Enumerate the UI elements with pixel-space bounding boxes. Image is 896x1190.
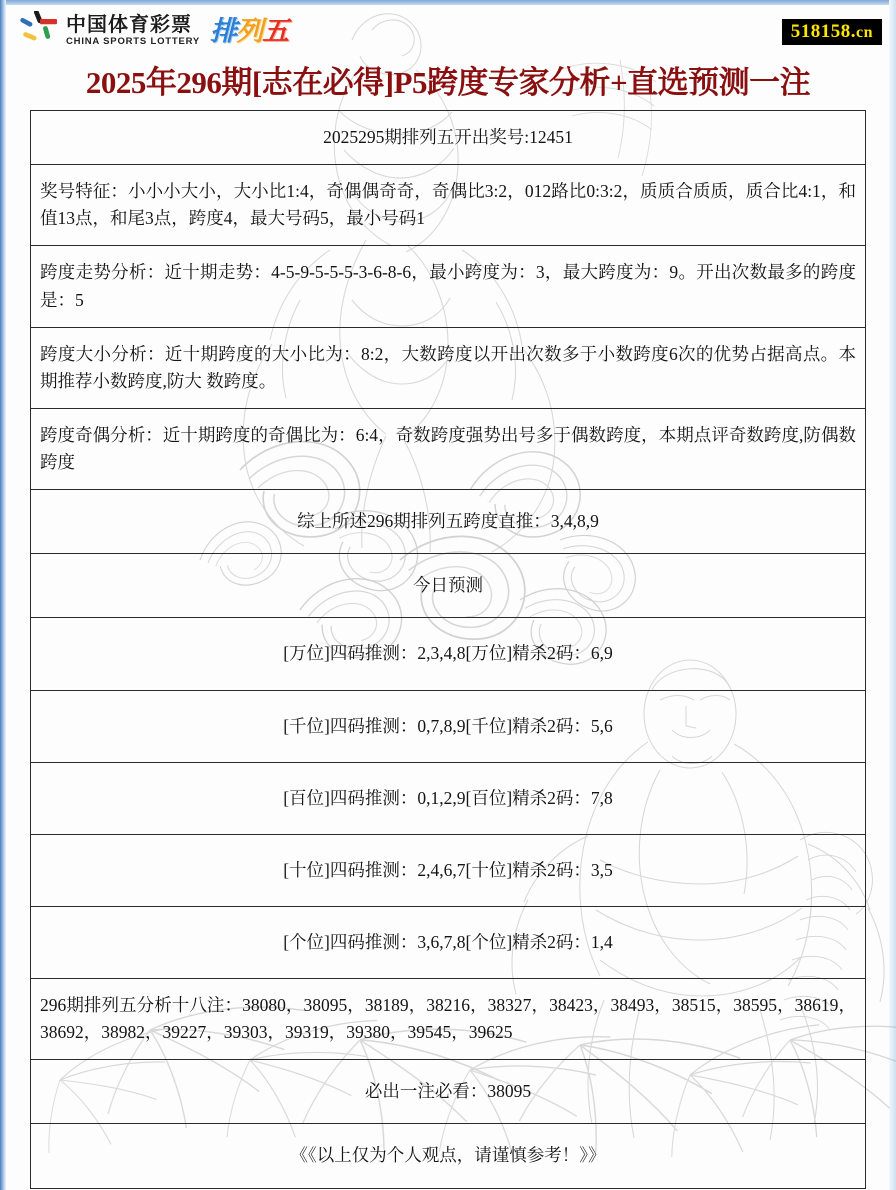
summary-cell: 综上所述296期排列五跨度直推：3,4,8,9 — [31, 490, 866, 554]
table-row-position-wan — [31, 618, 866, 690]
table-row-position-shi — [31, 834, 866, 906]
table-row-disclaimer — [31, 1124, 866, 1188]
brand-block — [18, 11, 288, 49]
span-size-cell: 跨度大小分析：近十期跨度的大小比为：8:2，大数跨度以开出次数多于小数跨度6次的优势占据高点。本期推荐小数跨度,防大 数跨度。 — [31, 327, 866, 408]
features-cell: 奖号特征：小小小大小，大小比1:4，奇偶偶奇奇，奇偶比3:2，012路比0:3:2，质质合质质，质合比4:1，和值13点，和尾3点，跨度4，最大号码5，最小号码1 — [31, 165, 866, 246]
draw-result-cell: 2025295期排列五开出奖号:12451 — [31, 111, 866, 165]
table-row-features — [31, 165, 866, 246]
today-prediction-header: 今日预测 — [31, 554, 866, 618]
position-wan-cell: [万位]四码推测：2,3,4,8[万位]精杀2码：6,9 — [31, 618, 866, 690]
span-trend-cell: 跨度走势分析：近十期走势：4-5-9-5-5-5-3-6-8-6，最小跨度为：3，最大跨度为：9。开出次数最多的跨度是：5 — [31, 246, 866, 327]
china-sports-lottery-logo-icon — [18, 11, 60, 49]
site-domain-name: 518158. — [790, 21, 856, 42]
position-shi-cell: [十位]四码推测：2,4,6,7[十位]精杀2码：3,5 — [31, 834, 866, 906]
table-row-eighteen-bets — [31, 979, 866, 1060]
eighteen-bets-cell: 296期排列五分析十八注：38080，38095，38189，38216，38327，38423，38493，38515，38595，38619，38692，38982，39227，39303，39319，39380，39545，39625 — [31, 979, 866, 1060]
table-row-position-bai — [31, 762, 866, 834]
brand-name-cn: 中国体育彩票 — [66, 11, 192, 36]
position-bai-cell: [百位]四码推测：0,1,2,9[百位]精杀2码：7,8 — [31, 762, 866, 834]
disclaimer-cell: 《《以上仅为个人观点，请谨慎参考！》》 — [31, 1124, 866, 1188]
analysis-table — [30, 110, 866, 1189]
table-row-summary — [31, 490, 866, 554]
table-row-must-see — [31, 1060, 866, 1124]
table-row-position-qian — [31, 690, 866, 762]
position-ge-cell: [个位]四码推测：3,6,7,8[个位]精杀2码：1,4 — [31, 906, 866, 978]
game-logo-pailiewu — [210, 15, 289, 47]
table-row-span-parity — [31, 408, 866, 489]
window-right-edge — [889, 0, 896, 1190]
span-parity-cell: 跨度奇偶分析：近十期跨度的奇偶比为：6:4，奇数跨度强势出号多于偶数跨度，本期点评奇数跨度,防偶数跨度 — [31, 408, 866, 489]
game-logo-char-2: 列 — [236, 15, 263, 47]
table-row-position-ge — [31, 906, 866, 978]
brand-text — [66, 11, 201, 47]
site-header — [8, 5, 888, 60]
game-logo-char-3: 五 — [262, 15, 289, 47]
table-row-span-trend — [31, 246, 866, 327]
table-row-span-size — [31, 327, 866, 408]
site-domain-badge[interactable] — [782, 19, 882, 45]
game-logo-char-1: 排 — [210, 15, 237, 47]
position-qian-cell: [千位]四码推测：0,7,8,9[千位]精杀2码：5,6 — [31, 690, 866, 762]
table-row-draw-result — [31, 111, 866, 165]
table-row-today-header — [31, 554, 866, 618]
must-see-cell: 必出一注必看：38095 — [31, 1060, 866, 1124]
brand-name-en: CHINA SPORTS LOTTERY — [66, 35, 201, 47]
page-title: 2025年296期[志在必得]P5跨度专家分析+直选预测一注 — [85, 65, 811, 100]
window-left-edge — [0, 0, 6, 1190]
site-domain-tld: cn — [856, 24, 873, 41]
